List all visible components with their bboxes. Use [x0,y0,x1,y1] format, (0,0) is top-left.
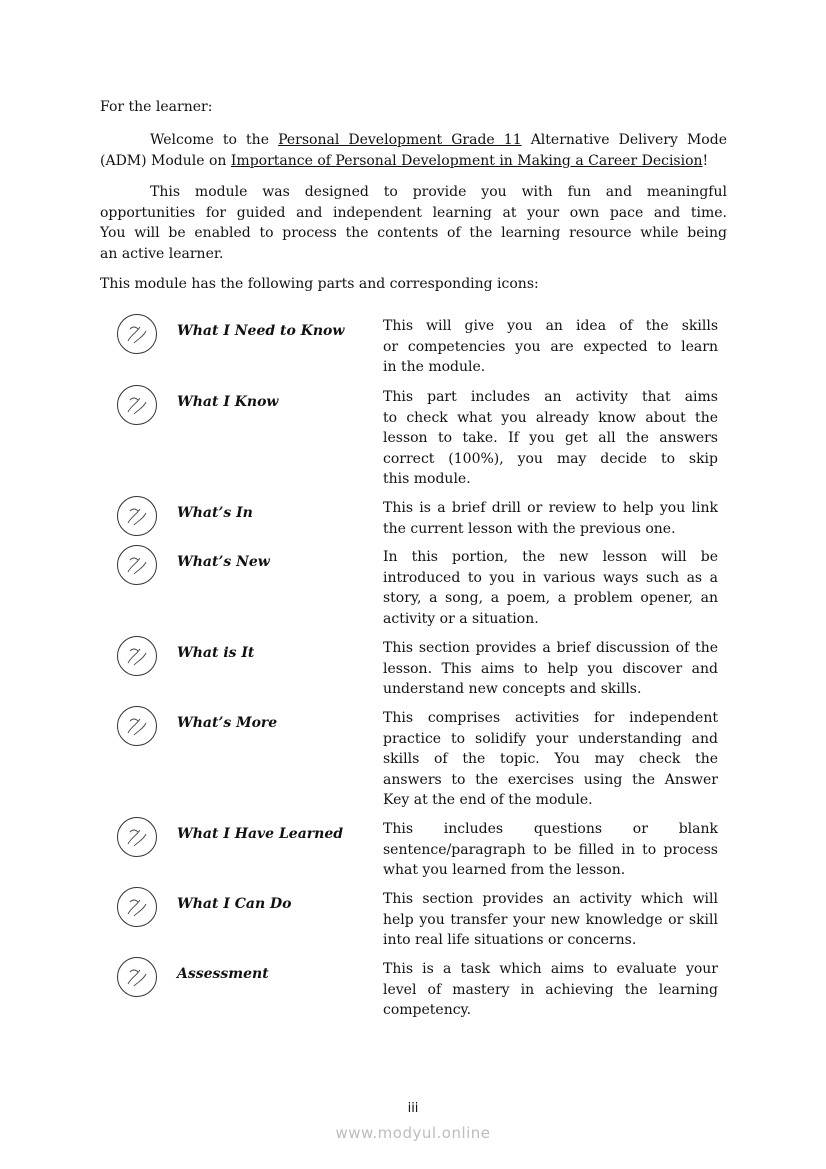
page-number: iii [407,1101,419,1116]
description-line: this module. [383,471,471,488]
magnifying-glass-icon [116,635,158,677]
part-description [383,387,718,490]
description-line: answers to the exercises using the Answer [383,771,718,788]
paragraph-line: opportunities for guided and independent learning at your own pace and time. [100,204,727,221]
hand-holding-pencil-icon [116,384,158,426]
part-label: What’s More [177,715,278,731]
hand-writing-icon [116,956,158,998]
description-line: sentence/paragraph to be filled in to process [383,841,718,858]
description-line: This will give you an idea of the skills [383,318,718,334]
part-label: What is It [177,645,255,661]
part-description [383,638,718,700]
part-label: What I Have Learned [177,826,344,842]
description-line: what you learned from the lesson. [383,862,626,879]
hand-with-sprout-icon [116,544,158,586]
text: (ADM) Module on [100,152,231,169]
text: ! [702,152,709,169]
part-description [383,819,718,881]
description-line: into real life situations or concerns. [383,932,637,949]
part-label: What I Can Do [177,896,292,912]
watermark: www.modyul.online [335,1124,491,1142]
hand-with-gears-icon [116,886,158,928]
description-line: activity or a situation. [383,610,539,627]
part-description [383,889,718,951]
description-line: in the module. [383,359,486,376]
part-label: What’s New [177,554,270,570]
paragraph-line: This module was designed to provide you with fun and meaningful [150,184,727,200]
part-label: What I Know [177,394,279,410]
description-line: or competencies you are expected to learn [383,338,718,355]
description-line: help you transfer your new knowledge or skill [383,911,718,928]
hand-stacking-blocks-icon [116,705,158,747]
part-description [383,316,718,378]
description-line: level of mastery in achieving the learning [383,981,718,998]
description-line: practice to solidify your understanding and [383,730,718,747]
module-title: Importance of Personal Development in Making a Career Decision [230,152,703,169]
description-line: This part includes an activity that aims [383,389,718,405]
subject-title: Personal Development Grade 11 [278,132,522,148]
pointing-hand-icon [116,313,158,355]
description-line: introduced to you in various ways such as a [383,569,718,586]
description-line: skills of the topic. You may check the [383,751,718,768]
text: Welcome to the [150,132,279,148]
part-label: What I Need to Know [177,323,345,339]
part-description [383,547,718,629]
description-line: lesson to take. If you get all the answers [383,430,718,447]
description-line: This is a task which aims to evaluate your [383,961,718,977]
part-description [383,498,718,539]
section-heading: For the learner: [100,99,213,115]
part-label: What’s In [177,505,253,521]
description-line: This section provides a brief discussion of the [383,640,718,656]
part-description [383,708,718,811]
part-description [383,959,718,1021]
description-line: Key at the end of the module. [383,792,593,809]
text: Alternative Delivery Mode [521,132,727,148]
description-line: story, a song, a poem, a problem opener, an [383,590,718,607]
part-label: Assessment [177,966,269,982]
description-line: correct (100%), you may decide to skip [383,450,718,467]
description-line: lesson. This aims to help you discover and [383,660,718,677]
description-line: In this portion, the new lesson will be [383,549,718,565]
description-line: competency. [383,1002,472,1019]
welcome-paragraph [100,130,727,171]
intro-paragraph [100,182,727,264]
description-line: This includes questions or blank [383,821,718,837]
description-line: understand new concepts and skills. [383,681,642,698]
paragraph-line: You will be enabled to process the contents of the learning resource while being [100,225,727,242]
description-line: This section provides an activity which will [383,891,718,907]
description-line: This is a brief drill or review to help you link [383,500,718,516]
paragraph-line: an active learner. [100,245,224,262]
hands-icon [116,495,158,537]
lightbulb-hand-icon [116,816,158,858]
description-line: to check what you already know about the [383,409,718,426]
parts-intro: This module has the following parts and corresponding icons: [100,276,539,292]
description-line: the current lesson with the previous one. [383,520,676,537]
description-line: This comprises activities for independent [383,710,718,726]
